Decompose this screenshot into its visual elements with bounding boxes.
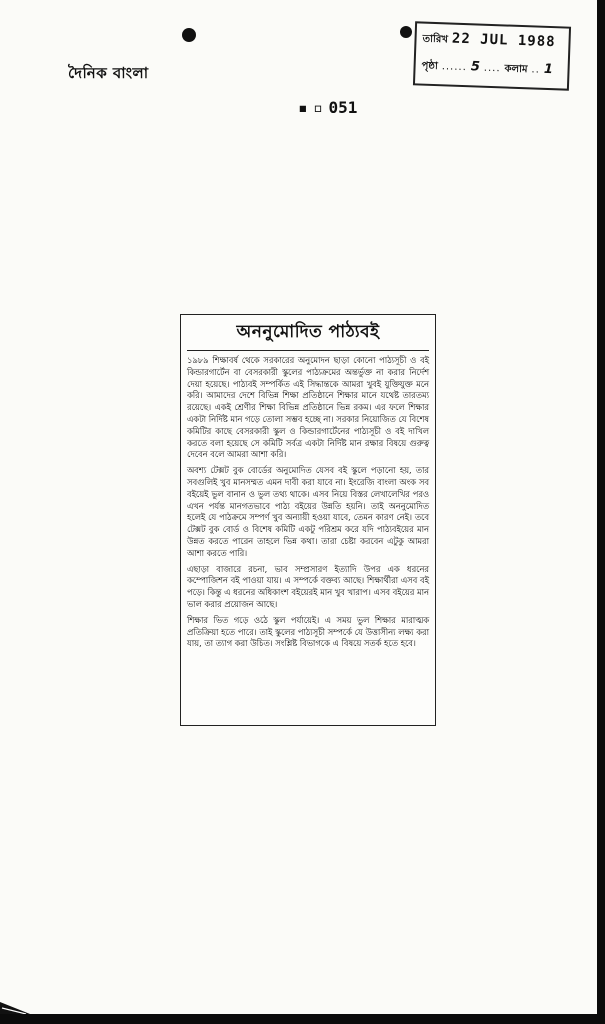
newspaper-clipping — [180, 314, 436, 726]
article-paragraph: ১৯৮৯ শিক্ষাবর্ষ থেকে সরকারের অনুমোদন ছাড়া কোনো পাঠ্যসূচী ও বই কিন্ডারগার্টেন বা বেসরকারী স্কুলের পাঠ্যক্রমের অন্তর্ভুক্ত না করার নির্দেশ দেয়া হয়েছে। পাঠ্যবই সম্পর্কিত এই সিদ্ধান্তকে আমরা খুবই যুক্তিযুক্ত মনে করি। আমাদের দেশে বিভিন্ন শিক্ষা প্রতিষ্ঠানে শিক্ষার মানে যথেষ্ট তারতম্য রয়েছে। একই শ্রেণীর শিক্ষা বিভিন্ন প্রতিষ্ঠানে ভিন্ন রকম। এর ফলে শিক্ষার একটা নির্দিষ্ট মান গড়ে তোলা সম্ভব হচ্ছে না। সরকার নিয়োজিত যে বিশেষ কমিটির কাছে বেসরকারী স্কুল ও কিন্ডারগার্টেনের পাঠ্যসূচী ও বই দাখিল করতে বলা হয়েছে সে কমিটি সর্বত্র একটা নির্দিষ্ট মান রক্ষার বিষয়ে গুরুত্ব দেবেন বলে আমরা আশা করি। — [187, 355, 429, 460]
stamp-page-label: পৃষ্ঠা — [421, 60, 438, 73]
article-headline: অননুমোদিত পাঠ্যবই — [187, 319, 429, 351]
punch-hole — [182, 28, 196, 42]
stamp-page-value: 5 — [470, 59, 481, 75]
article-paragraph: শিক্ষার ভিত গড়ে ওঠে স্কুল পর্যায়েই। এ সময় ভুল শিক্ষার মারাত্মক প্রতিক্রিয়া হতে পারে। তাই স্কুলের পাঠ্যসূচী সম্পর্কে যে উত্তাসীন্য লক্ষ্য করা যায়, তা ত্যাগ করা উচিত। সংশ্লিষ্ট বিভাগকে এ বিষয়ে সতর্ক হতে হবে। — [187, 614, 429, 649]
stamp-date-label: তারিখ — [422, 33, 449, 46]
article-paragraph: অবশ্য টেক্সট বুক বোর্ডের অনুমোদিত যেসব বই স্কুলে পড়ানো হয়, তার সবগুলিই খুব মানসম্মত এমন দাবী করা যাবে না। ইংরেজি বাংলা অংক সব বইয়েই ভুল বানান ও ভুল তথ্য থাকে। এসব নিয়ে বিস্তর লেখালেখির পরও এখন পর্যন্ত মানগতভাবে পাঠ্য বইয়ের উন্নতি হয়নি। তাই অননুমোদিত হলেই যে পাঠক্রমে সম্পর্ণ খুব অন্যায়ী হওয়া যাবে, তেমন কারণ নেই। তবে টেক্সট বুক বোর্ড ও বিশেষ কমিটি একটু পরিশ্রম করে যদি পাঠ্যবইয়ের মান উন্নত করতে পারেন তাহলে ভিন্ন কথা। তারা চেষ্টা করবেন এটুকু আমরা আশা করতে পারি। — [187, 465, 429, 558]
stamp-date: 22 JUL 1988 — [451, 30, 556, 51]
date-stamp — [413, 21, 571, 90]
scan-edge-right — [597, 0, 605, 1024]
stamp-column-label: কলাম — [504, 63, 528, 76]
stamp-page-row: পৃষ্ঠা ...... 5 .... কলাম .. 1 — [421, 58, 553, 81]
page-number-value: 051 — [328, 98, 358, 117]
stamp-column-value: 1 — [543, 61, 554, 78]
stamp-date-row — [422, 30, 556, 54]
scan-edge-bottom — [0, 1014, 605, 1024]
page-number: ▪ ▫ 051 — [298, 98, 358, 117]
article-paragraph: এছাড়া বাজারে রচনা, ভাব সম্প্রসারণ ইত্যাদি উপর এক ধরনের কম্পোজিশন বই পাওয়া যায়। এ সম্পর্কে বক্তব্য আছে। শিক্ষার্থীরা এসব বই পড়ে। কিন্তু এ ধরনের অধিকাংশ বইয়েরই মান খুব খারাপ। এসব বইয়ের মান ভাল করার প্রয়োজন আছে। — [187, 563, 429, 609]
page-corner-fold — [0, 984, 40, 1014]
punch-hole — [400, 26, 412, 38]
publication-name: দৈনিক বাংলা — [68, 64, 149, 82]
